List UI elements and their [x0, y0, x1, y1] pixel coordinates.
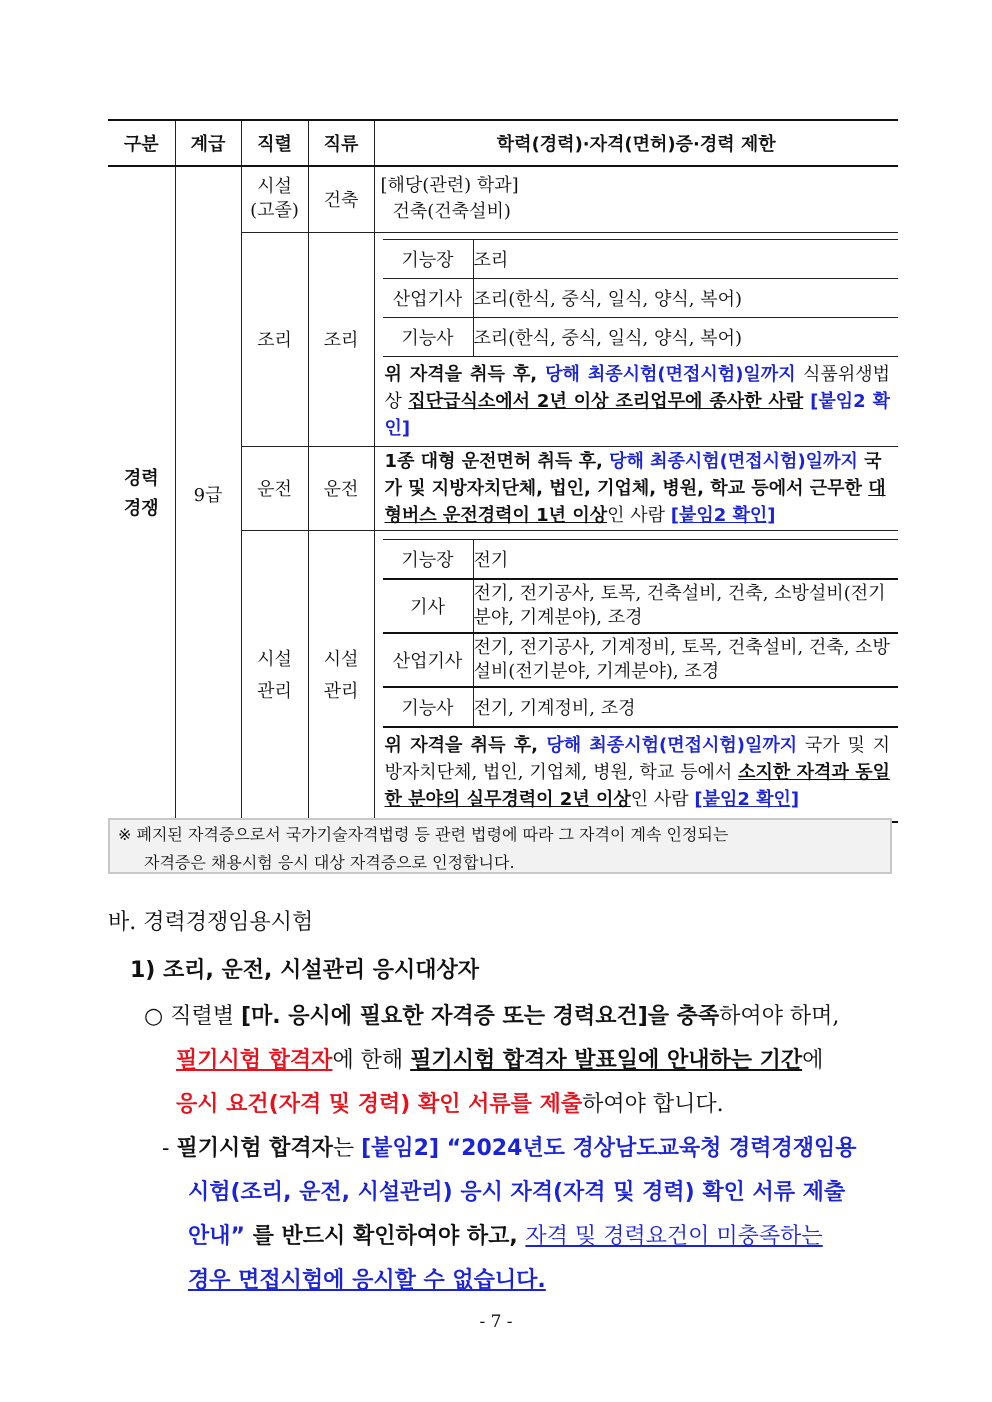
cond-emphasis: 소지한 자격과 동일한 분야의 실무경력이 2년 이상	[384, 761, 891, 810]
license-level: 기사	[383, 579, 474, 633]
facility-condition	[383, 728, 899, 817]
cond-highlight: 당해 최종시험(면접시험)일까지	[545, 363, 796, 385]
note-box	[108, 818, 892, 874]
paragraph-line	[188, 1263, 546, 1294]
note-line-1: ※ 폐지된 자격증으로서 국가기술자격법령 등 관련 법령에 따라 그 자격이 계속 인정되는	[118, 825, 729, 844]
cond-highlight: 당해 최종시험(면접시험)일까지	[609, 450, 858, 472]
license-level: 산업기사	[383, 633, 474, 687]
paragraph-line	[176, 1087, 724, 1118]
header-category: 구분	[108, 120, 175, 166]
para-text: 에	[802, 1048, 824, 1073]
para-highlight: 필기시험 합격자	[176, 1048, 333, 1073]
license-row	[383, 687, 899, 727]
series-cell: 시설 (고졸)	[241, 166, 308, 232]
license-row	[383, 539, 899, 579]
cond-text: 위 자격을 취득 후,	[384, 734, 547, 756]
para-emphasis: [마. 응시에 필요한 자격증 또는 경력요건]을 충족	[240, 1004, 720, 1029]
requirement-cell	[374, 446, 898, 530]
cond-emphasis: 집단급식소에서 2년 이상 조리업무에 종사한 사람	[408, 390, 804, 412]
license-value: 전기	[473, 539, 898, 579]
requirement-cell	[374, 232, 898, 446]
cond-text: 인 사람	[607, 504, 671, 526]
license-row	[383, 278, 899, 317]
license-value: 조리	[473, 239, 898, 278]
license-table	[383, 539, 899, 728]
attachment-ref: [붙임2 확인]	[384, 390, 890, 439]
table-header-row	[108, 120, 898, 166]
subsection-heading: 1) 조리, 운전, 시설관리 응시대상자	[130, 958, 479, 983]
attachment-ref: [붙임2 확인]	[670, 504, 776, 526]
license-row	[383, 633, 899, 687]
paragraph-line	[144, 999, 839, 1030]
para-blue: 시험(조리, 운전, 시설관리) 응시 자격(자격 및 경력) 확인 서류 제출	[188, 1180, 846, 1205]
paragraph-line	[176, 1043, 823, 1074]
cond-text: 1종 대형 운전면허 취득 후,	[384, 450, 610, 472]
license-row	[383, 239, 899, 278]
license-value: 조리(한식, 중식, 일식, 양식, 복어)	[473, 317, 898, 356]
table-row	[108, 166, 898, 232]
license-level: 기능사	[383, 317, 474, 356]
para-emphasis: 필기시험 합격자	[176, 1136, 333, 1161]
header-series: 직렬	[241, 120, 308, 166]
requirement-cell	[374, 530, 898, 822]
requirement-cell	[374, 166, 898, 232]
para-emphasis: 필기시험 합격자 발표일에 안내하는 기간	[410, 1048, 803, 1073]
category-cell: 경력 경쟁	[108, 166, 175, 822]
para-emphasis: 를 반드시 확인하여야 하고,	[244, 1224, 526, 1249]
paragraph-line	[162, 1131, 857, 1162]
para-blue: 안내”	[188, 1224, 245, 1249]
section-heading: 바. 경력경쟁임용시험	[108, 910, 314, 935]
para-highlight: 응시 요건(자격 및 경력) 확인 서류를 제출	[176, 1092, 583, 1117]
class-cell: 조리	[308, 232, 374, 446]
para-blue: [붙임2] “2024년도 경상남도교육청 경력경쟁임용	[361, 1136, 857, 1161]
grade-cell: 9급	[175, 166, 241, 822]
header-class: 직류	[308, 120, 374, 166]
cond-emphasis: 대형버스 운전경력이 1년 이상	[384, 477, 886, 526]
cook-condition	[383, 357, 899, 446]
cond-text: 위 자격을 취득 후,	[384, 363, 546, 385]
header-requirements: 학력(경력)·자격(면허)증·경력 제한	[374, 120, 898, 166]
attachment-ref: [붙임2 확인]	[694, 788, 800, 810]
series-cell: 조리	[241, 232, 308, 446]
license-level: 기능사	[383, 687, 474, 727]
series-cell: 운전	[241, 446, 308, 530]
license-value: 전기, 전기공사, 토목, 건축설비, 건축, 소방설비(전기분야, 기계분야), 조경	[473, 579, 898, 633]
license-value: 전기, 기계정비, 조경	[473, 687, 898, 727]
class-cell: 운전	[308, 446, 374, 530]
license-row	[383, 579, 899, 633]
header-grade: 계급	[175, 120, 241, 166]
class-cell: 건축	[308, 166, 374, 232]
series-cell: 시설 관리	[241, 530, 308, 822]
license-table	[383, 239, 899, 357]
para-text: -	[162, 1136, 177, 1161]
para-text: 하여야 하며,	[719, 1004, 840, 1029]
license-value: 조리(한식, 중식, 일식, 양식, 복어)	[473, 278, 898, 317]
paragraph-line	[188, 1219, 823, 1250]
dept-value: 건축(건축설비)	[392, 201, 511, 223]
license-value: 전기, 전기공사, 기계정비, 토목, 건축설비, 건축, 소방설비(전기분야, 기계분야), 조경	[473, 633, 898, 687]
page-number: - 7 -	[479, 1312, 513, 1332]
license-level: 산업기사	[383, 278, 474, 317]
para-text: 에 한해	[332, 1048, 411, 1073]
cond-text: 국가 및 지방자치단체, 법인, 기업체, 병원, 학교 등에서	[384, 734, 891, 783]
note-line-2: 자격증은 채용시험 응시 대상 자격증으로 인정합니다.	[144, 853, 515, 872]
class-cell: 시설 관리	[308, 530, 374, 822]
cond-text: 국가 및 지방자치단체, 법인, 기업체, 병원, 학교 등에서 근무한	[384, 450, 882, 499]
requirements-table	[108, 119, 898, 823]
license-level: 기능장	[383, 539, 474, 579]
cond-text: 인 사람	[630, 788, 695, 810]
cond-text: 식품위생법상	[384, 363, 890, 412]
para-text: ○ 직렬별	[144, 1004, 241, 1029]
cond-highlight: 당해 최종시험(면접시험)일까지	[546, 734, 798, 756]
para-blue-underline: 자격 및 경력요건이 미충족하는	[525, 1224, 823, 1249]
license-level: 기능장	[383, 239, 474, 278]
paragraph-line	[188, 1175, 845, 1206]
para-text: 는	[332, 1136, 362, 1161]
para-blue-underline: 경우 면접시험에 응시할 수 없습니다.	[188, 1268, 546, 1293]
para-text: 하여야 합니다.	[582, 1092, 724, 1117]
dept-label: [해당(관련) 학과]	[380, 175, 519, 197]
license-row	[383, 317, 899, 356]
